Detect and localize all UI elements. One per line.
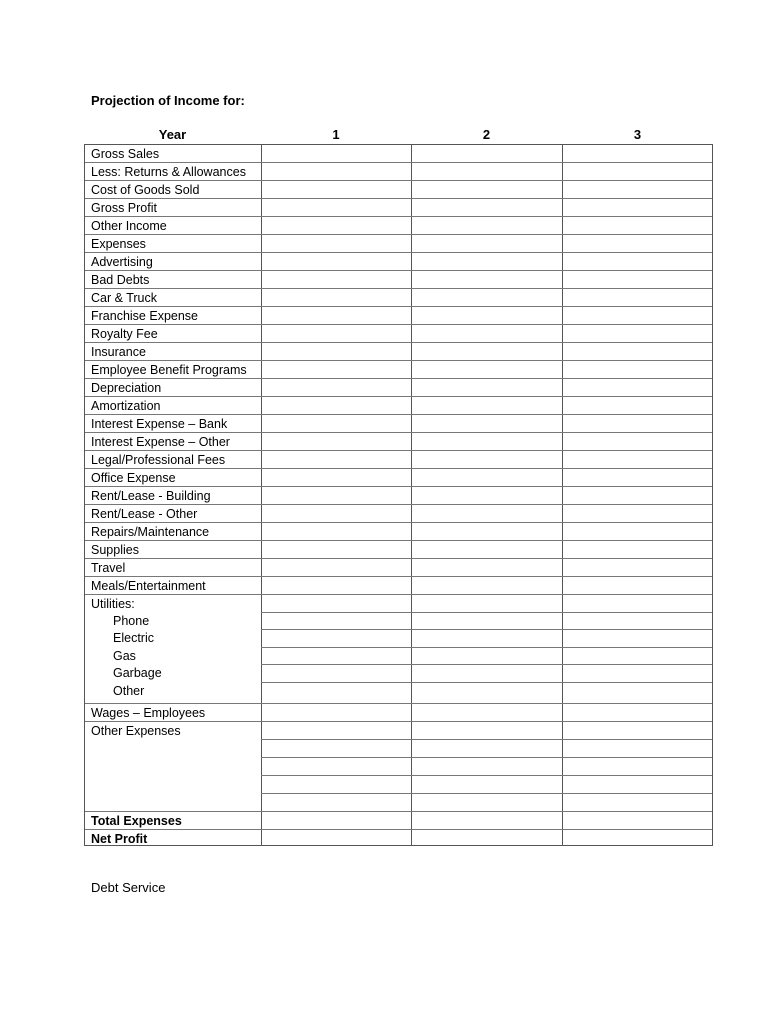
utility-item-label: Gas — [113, 648, 136, 663]
year-3-header: 3 — [633, 127, 642, 142]
row-label: Supplies — [91, 543, 139, 557]
column-divider — [562, 145, 563, 845]
net-profit-label: Net Profit — [91, 832, 148, 846]
row-label: Insurance — [91, 345, 146, 359]
row-label: Car & Truck — [91, 291, 157, 305]
row-divider — [261, 629, 712, 630]
row-label: Rent/Lease - Other — [91, 507, 198, 521]
row-divider — [261, 682, 712, 683]
utility-item-label: Other — [113, 683, 145, 698]
row-divider — [261, 612, 712, 613]
row-label: Amortization — [91, 399, 161, 413]
row-label: Less: Returns & Allowances — [91, 165, 246, 179]
income-projection-table — [84, 144, 713, 846]
row-divider — [261, 647, 712, 648]
year-header: Year — [158, 127, 187, 142]
row-divider — [261, 775, 712, 776]
utilities-label: Utilities: — [91, 597, 135, 611]
debt-service-label: Debt Service — [91, 880, 166, 895]
year-1-header: 1 — [332, 127, 340, 142]
row-label: Meals/Entertainment — [91, 579, 206, 593]
row-label: Franchise Expense — [91, 309, 199, 323]
row-label: Repairs/Maintenance — [91, 525, 210, 539]
utility-item-label: Garbage — [113, 666, 162, 681]
row-label: Other Income — [91, 219, 167, 233]
row-label: Gross Profit — [91, 201, 157, 215]
row-label: Travel — [91, 561, 126, 575]
row-divider — [261, 664, 712, 665]
row-label: Interest Expense – Other — [91, 435, 230, 449]
column-divider — [411, 145, 412, 845]
row-label: Bad Debts — [91, 273, 150, 287]
page-title: Projection of Income for: — [91, 93, 245, 108]
year-2-header: 2 — [482, 127, 491, 142]
row-label: Royalty Fee — [91, 327, 158, 341]
row-divider — [261, 793, 712, 794]
row-divider — [261, 757, 712, 758]
row-label: Interest Expense – Bank — [91, 417, 228, 431]
row-label: Legal/Professional Fees — [91, 453, 226, 467]
other-expenses-label: Other Expenses — [91, 724, 181, 738]
row-label: Cost of Goods Sold — [91, 183, 200, 197]
utility-item-label: Phone — [113, 614, 150, 628]
row-label: Office Expense — [91, 471, 176, 485]
row-label: Expenses — [91, 237, 146, 251]
utility-item-label: Electric — [113, 631, 154, 646]
row-label: Advertising — [91, 255, 153, 269]
row-label: Gross Sales — [91, 147, 160, 161]
total-expenses-label: Total Expenses — [91, 814, 182, 828]
wages-label: Wages – Employees — [91, 706, 206, 720]
column-divider — [261, 145, 262, 845]
column-header-row — [84, 125, 713, 144]
row-label: Depreciation — [91, 381, 162, 395]
row-label: Rent/Lease - Building — [91, 489, 211, 503]
row-label: Employee Benefit Programs — [91, 363, 247, 377]
row-divider — [261, 739, 712, 740]
